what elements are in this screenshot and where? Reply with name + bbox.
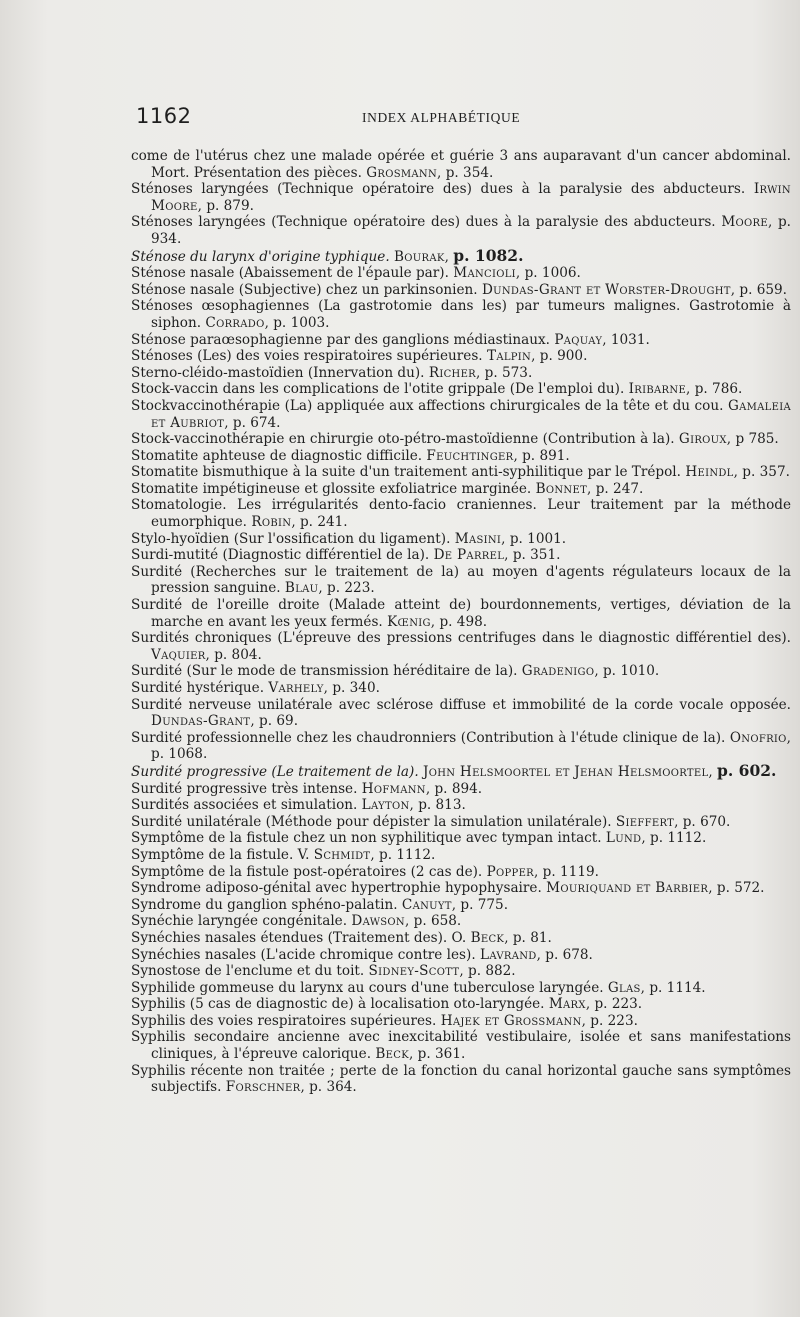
entry-page-ref: p. 340. [332,680,380,696]
entry-author: Robin [251,514,292,531]
entry-title: Synéchies nasales étendues (Traitement des). O. [131,929,467,946]
index-entry: Stylo-hyoïdien (Sur l'ossification du ligament). Masini, p. 1001. [131,530,567,547]
index-entry: Surdité (Recherches sur le traitement de la) au moyen d'agents régulateurs locaux de la pression sanguine. Blau, p. 223. [131,563,791,597]
entry-author: Onofrio [729,729,787,746]
index-entry: Surdité hystérique. Varhely, p. 340. [131,680,380,696]
index-entry: Surdités chroniques (L'épreuve des pressions centrifuges dans le diagnostic différentiel des). Vaquier, p. 804. [131,630,791,663]
entry-page-ref: p. 1003. [273,314,330,331]
entry-page-ref: p. 1001. [509,530,567,547]
entry-page-ref: p. 659. [739,281,788,298]
entry-title: Surdité professionnelle chez les chaudronniers (Contribution à l'étude clinique de la). [131,729,726,746]
entry-author: Dawson [351,913,405,930]
entry-title: Surdité hystérique. [131,680,265,696]
entry-page-ref: p. 882. [468,963,516,980]
entry-author: Layton [361,797,410,814]
entry-title: Surdité nerveuse unilatérale avec sclérose diffuse et immobilité de la corde vocale opposée. [131,696,791,713]
entry-page-ref: p. 364. [309,1079,357,1096]
entry-title: Sténose nasale (Subjective) chez un parkinsonien. [131,281,478,298]
entry-title: Sterno-cléido-mastoïdien (Innervation du). [131,364,425,381]
index-entry: Sténoses œsophagiennes (La gastrotomie dans les) par tumeurs malignes. Gastrotomie à siphon. Corrado, p. 1003. [131,298,791,331]
entry-title: Synéchie laryngée congénitale. [131,913,348,930]
entry-page-ref: p. 1112. [650,830,707,847]
entry-author: Lavrand [480,946,537,963]
index-entry: Synéchie laryngée congénitale. Dawson, p. 658. [131,913,462,930]
index-entry: Surdité progressive très intense. Hofmann, p. 894. [131,780,483,797]
entry-title: Stock-vaccin dans les complications de l'otite grippale (De l'emploi du). [131,381,625,398]
entry-title: Synostose de l'enclume et du toit. [131,963,365,980]
entry-title: Surdités associées et simulation. [131,797,358,814]
entry-page-ref: p. 813. [418,797,466,814]
index-entry: Synostose de l'enclume et du toit. Sidney-Scott, p. 882. [131,963,516,980]
entry-page-ref: p. 223. [327,580,375,597]
entry-author: De Parrel [433,547,505,564]
entry-page-ref: 1031. [610,331,650,348]
entry-author: Paquay [554,331,603,348]
entry-author: Marx [548,996,586,1013]
entry-page-ref: p. 670. [682,813,731,830]
index-entries [131,148,791,1096]
entry-page-ref: p. 1112. [379,846,436,863]
entry-page-ref: p. 1068. [151,746,208,763]
entry-page-ref: p. 351. [512,547,561,564]
entry-author: Gradenigo [521,663,595,680]
entry-page-ref: p. 674. [232,414,281,431]
entry-author: Heindl [685,464,734,481]
index-entry: come de l'utérus chez une malade opérée et guérie 3 ans auparavant d'un cancer abdominal. Mort. Présentation des pièces. Grosmann, p. 354. [131,148,791,181]
index-entry: Surdi-mutité (Diagnostic différentiel de la). De Parrel, p. 351. [131,547,561,564]
index-entry: Surdité professionnelle chez les chaudronniers (Contribution à l'étude clinique de la). Onofrio, p. 1068. [131,729,791,763]
entry-page-ref: p. 602. [717,760,777,780]
entry-author: Feuchtinger [426,447,514,464]
index-entry: Symptôme de la fistule chez un non syphilitique avec tympan intact. Lund, p. 1112. [131,830,707,847]
entry-title: Surdité progressive très intense. [131,780,358,797]
entry-page-ref: p. 804. [214,646,262,663]
entry-author: Schmidt [313,846,371,863]
entry-title: Syphilis secondaire ancienne avec inexcitabilité vestibulaire, isolée et sans manifestations cliniques, à l'épreuve calorique. [131,1029,791,1063]
entry-title: Sténose paraœsophagienne par des ganglions médiastinaux. [131,331,550,348]
entry-title: Stockvaccinothérapie (La) appliquée aux affections chirurgicales de la tête et du cou. [131,397,724,414]
index-entry: Surdité unilatérale (Méthode pour dépister la simulation unilatérale). Sieffert, p. 670. [131,813,731,830]
page-number: 1162 [136,104,192,128]
index-entry: Sténoses laryngées (Technique opératoire des) dues à la paralysie des abducteurs. Moore, p. 934. [131,214,791,247]
index-entry: Stomatite bismuthique à la suite d'un traitement anti-syphilitique par le Trépol. Heindl, p. 357. [131,464,790,481]
entry-author: Dundas-Grant et Worster-Drought [481,281,731,298]
entry-title: Syndrome du ganglion sphéno-palatin. [131,896,398,913]
entry-title: Sténose du larynx d'origine typhique. [131,248,390,265]
entry-title: Synéchies nasales (L'acide chromique contre les). [131,946,476,963]
entry-author: Hajek et Grossmann [440,1012,582,1029]
entry-author: Bonnet [535,480,588,497]
entry-title: Stomatologie. Les irrégularités dento-facio craniennes. Leur traitement par la méthode eumorphique. [131,497,791,531]
index-entry: Stockvaccinothérapie (La) appliquée aux affections chirurgicales de la tête et du cou. Gamaleia et Aubriot, p. 674. [131,397,791,431]
index-entry: Synéchies nasales étendues (Traitement des). O. Beck, p. 81. [131,929,552,946]
entry-title: Symptôme de la fistule post-opératoires (2 cas de). [131,863,483,880]
entry-author: Glas [607,979,641,996]
entry-author: Talpin [486,348,532,365]
index-entry: Synéchies nasales (L'acide chromique contre les). Lavrand, p. 678. [131,946,593,963]
entry-page-ref: p. 247. [595,480,644,497]
index-entry: Surdité (Sur le mode de transmission héréditaire de la). Gradenigo, p. 1010. [131,663,660,680]
entry-author: Mancioli [453,265,516,282]
index-entry: Sténose nasale (Abaissement de l'épaule par). Mancioli, p. 1006. [131,265,581,282]
entry-author: Vaquier [151,646,206,663]
entry-page-ref: p. 223. [590,1012,638,1029]
entry-page-ref: p. 573. [484,364,533,381]
entry-page-ref: p. 678. [545,946,593,963]
index-entry: Surdité de l'oreille droite (Malade atteint de) bourdonnements, vertiges, déviation de la marche en avant les yeux fermés. Kœnig, p. 498. [131,597,791,630]
entry-title: Stylo-hyoïdien (Sur l'ossification du ligament). [131,530,451,547]
entry-page-ref: p. 786. [694,381,743,398]
entry-author: Popper [486,863,535,880]
index-entry: Syphilis secondaire ancienne avec inexcitabilité vestibulaire, isolée et sans manifestations cliniques, à l'épreuve calorique. Beck, p. 361. [131,1029,791,1063]
entry-page-ref: p. 658. [413,913,462,930]
entry-title: Sténoses œsophagiennes (La gastrotomie dans les) par tumeurs malignes. Gastrotomie à siphon. [131,298,791,331]
entry-title: Stock-vaccinothérapie en chirurgie oto-pétro-mastoïdienne (Contribution à la). [131,431,675,448]
index-entry: Syphilis (5 cas de diagnostic de) à localisation oto-laryngée. Marx, p. 223. [131,996,643,1013]
entry-page-ref: p. 775. [460,896,509,913]
entry-author: Sieffert [615,813,675,830]
entry-page-ref: p. 361. [417,1046,466,1063]
entry-author: Blau [284,580,319,597]
entry-page-ref: p. 1010. [602,663,660,680]
entry-author: Giroux [678,431,727,448]
entry-page-ref: p. 1006. [524,265,581,282]
entry-page-ref: p. 354. [445,164,494,181]
entry-author: Moore [721,214,768,231]
entry-title: Surdi-mutité (Diagnostic différentiel de la). [131,547,430,564]
entry-page-ref: p. 1114. [649,979,706,996]
entry-title: Stomatite aphteuse de diagnostic difficile. [131,447,423,464]
entry-page-ref: p. 891. [522,447,570,464]
entry-author: Lund [605,830,642,847]
entry-title: Syphilis des voies respiratoires supérieures. [131,1012,437,1029]
index-entry: Sténose paraœsophagienne par des ganglions médiastinaux. Paquay, 1031. [131,331,650,348]
entry-title: Surdité (Sur le mode de transmission héréditaire de la). [131,663,518,680]
index-entry: Surdité progressive (Le traitement de la). John Helsmoortel et Jehan Helsmoortel, p. 602. [131,760,777,780]
entry-author: Irwin Moore [151,181,791,214]
entry-title: Sténose nasale (Abaissement de l'épaule par). [131,265,449,282]
entry-title: Sténoses laryngées (Technique opératoire des) dues à la paralysie des abducteurs. [131,181,746,198]
entry-page-ref: p. 241. [299,514,348,531]
entry-title: Stomatite bismuthique à la suite d'un traitement anti-syphilitique par le Trépol. [131,464,681,481]
entry-author: Sidney-Scott [368,963,460,980]
entry-author: Richer [428,364,476,381]
entry-title: Syphilis (5 cas de diagnostic de) à localisation oto-laryngée. [131,996,545,1013]
entry-page-ref: p. 934. [151,214,791,247]
index-entry: Sténose du larynx d'origine typhique. Bourak, p. 1082. [131,245,524,265]
index-entry: Sténoses laryngées (Technique opératoire des) dues à la paralysie des abducteurs. Irwin Moore, p. 879. [131,181,791,214]
entry-title: Surdités chroniques (L'épreuve des pressions centrifuges dans le diagnostic différentiel des). [131,630,791,647]
index-entry: Syphilide gommeuse du larynx au cours d'une tuberculose laryngée. Glas, p. 1114. [131,979,706,996]
entry-page-ref: p. 572. [716,880,765,897]
entry-title: Sténoses (Les) des voies respiratoires supérieures. [131,348,483,365]
entry-title: Syphilide gommeuse du larynx au cours d'une tuberculose laryngée. [131,979,604,996]
entry-author: Iribarne [628,381,687,398]
entry-page-ref: p. 357. [742,464,790,481]
index-entry: Symptôme de la fistule post-opératoires (2 cas de). Popper, p. 1119. [131,863,599,880]
index-entry: Sterno-cléido-mastoïdien (Innervation du). Richer, p. 573. [131,364,533,381]
index-entry: Stomatologie. Les irrégularités dento-facio craniennes. Leur traitement par la méthode eumorphique. Robin, p. 241. [131,497,791,531]
running-head: INDEX ALPHABÉTIQUE [362,110,521,125]
entry-title: Syphilis récente non traitée ; perte de la fonction du canal horizontal gauche sans symptômes subjectifs. [131,1062,791,1096]
entry-author: Canuyt [401,896,452,913]
index-entry: Symptôme de la fistule. V. Schmidt, p. 1112. [131,846,436,863]
entry-title: Surdité unilatérale (Méthode pour dépister la simulation unilatérale). [131,813,612,830]
entry-author: John Helsmoortel et Jehan Helsmoortel [422,763,709,780]
entry-title: Surdité de l'oreille droite (Malade atteint de) bourdonnements, vertiges, déviation de la marche en avant les yeux fermés. [131,597,791,630]
entry-title: Symptôme de la fistule chez un non syphilitique avec tympan intact. [131,830,602,847]
entry-author: Dundas-Grant [151,713,251,730]
index-entry: Surdités associées et simulation. Layton, p. 813. [131,797,466,814]
entry-title: Stomatite impétigineuse et glossite exfoliatrice marginée. [131,480,532,497]
entry-page-ref: p. 894. [434,780,483,797]
entry-author: Varhely [268,680,324,696]
entry-title: come de l'utérus chez une malade opérée et guérie 3 ans auparavant d'un cancer abdominal. Mort. Présentation des pièces. [131,148,791,181]
entry-author: Grosmann [366,164,438,181]
entry-page-ref: p. 81. [512,929,552,946]
entry-author: Corrado [205,314,265,331]
entry-page-ref: p. 69. [259,713,299,730]
index-entry: Syphilis récente non traitée ; perte de la fonction du canal horizontal gauche sans symptômes subjectifs. Forschner, p. 364. [131,1062,791,1096]
index-entry: Stomatite impétigineuse et glossite exfoliatrice marginée. Bonnet, p. 247. [131,480,644,497]
entry-page-ref: p. 498. [439,613,488,630]
entry-page-ref: p. 1082. [453,245,524,265]
entry-author: Hofmann [361,780,426,797]
index-entry: Syndrome adiposo-génital avec hypertrophie hypophysaire. Mouriquand et Barbier, p. 572. [131,880,765,897]
entry-author: Mouriquand et Barbier [546,880,709,897]
entry-page-ref: p. 900. [539,348,588,365]
entry-title: Syndrome adiposo-génital avec hypertrophie hypophysaire. [131,880,542,897]
entry-title: Surdité (Recherches sur le traitement de la) au moyen d'agents régulateurs locaux de la pression sanguine. [131,563,791,597]
index-entry: Sténose nasale (Subjective) chez un parkinsonien. Dundas-Grant et Worster-Drought, p. 659. [131,281,788,298]
entry-author: Forschner [225,1079,301,1096]
index-entry: Surdité nerveuse unilatérale avec sclérose diffuse et immobilité de la corde vocale opposée. Dundas-Grant, p. 69. [131,696,791,730]
entry-page-ref: p. 879. [206,197,254,214]
entry-author: Gamaleia et Aubriot [151,397,791,431]
index-entry: Stock-vaccin dans les complications de l'otite grippale (De l'emploi du). Iribarne, p. 786. [131,381,743,398]
entry-page-ref: p. 223. [594,996,643,1013]
entry-title: Surdité progressive (Le traitement de la). [131,763,419,780]
entry-author: Kœnig [387,613,431,630]
index-entry: Stomatite aphteuse de diagnostic difficile. Feuchtinger, p. 891. [131,447,570,464]
index-entry: Syphilis des voies respiratoires supérieures. Hajek et Grossmann, p. 223. [131,1012,638,1029]
entry-author: Masini [454,530,502,547]
entry-author: Beck [470,929,505,946]
entry-page-ref: p. 1119. [542,863,599,880]
entry-title: Symptôme de la fistule. V. [131,846,310,863]
entry-author: Bourak [394,248,445,265]
index-entry: Syndrome du ganglion sphéno-palatin. Canuyt, p. 775. [131,896,509,913]
index-entry: Stock-vaccinothérapie en chirurgie oto-pétro-mastoïdienne (Contribution à la). Giroux, p 785. [131,431,779,448]
index-entry: Sténoses (Les) des voies respiratoires supérieures. Talpin, p. 900. [131,348,588,365]
entry-author: Beck [375,1046,410,1063]
entry-title: Sténoses laryngées (Technique opératoire des) dues à la paralysie des abducteurs. [131,214,716,231]
entry-page-ref: p 785. [735,431,779,448]
